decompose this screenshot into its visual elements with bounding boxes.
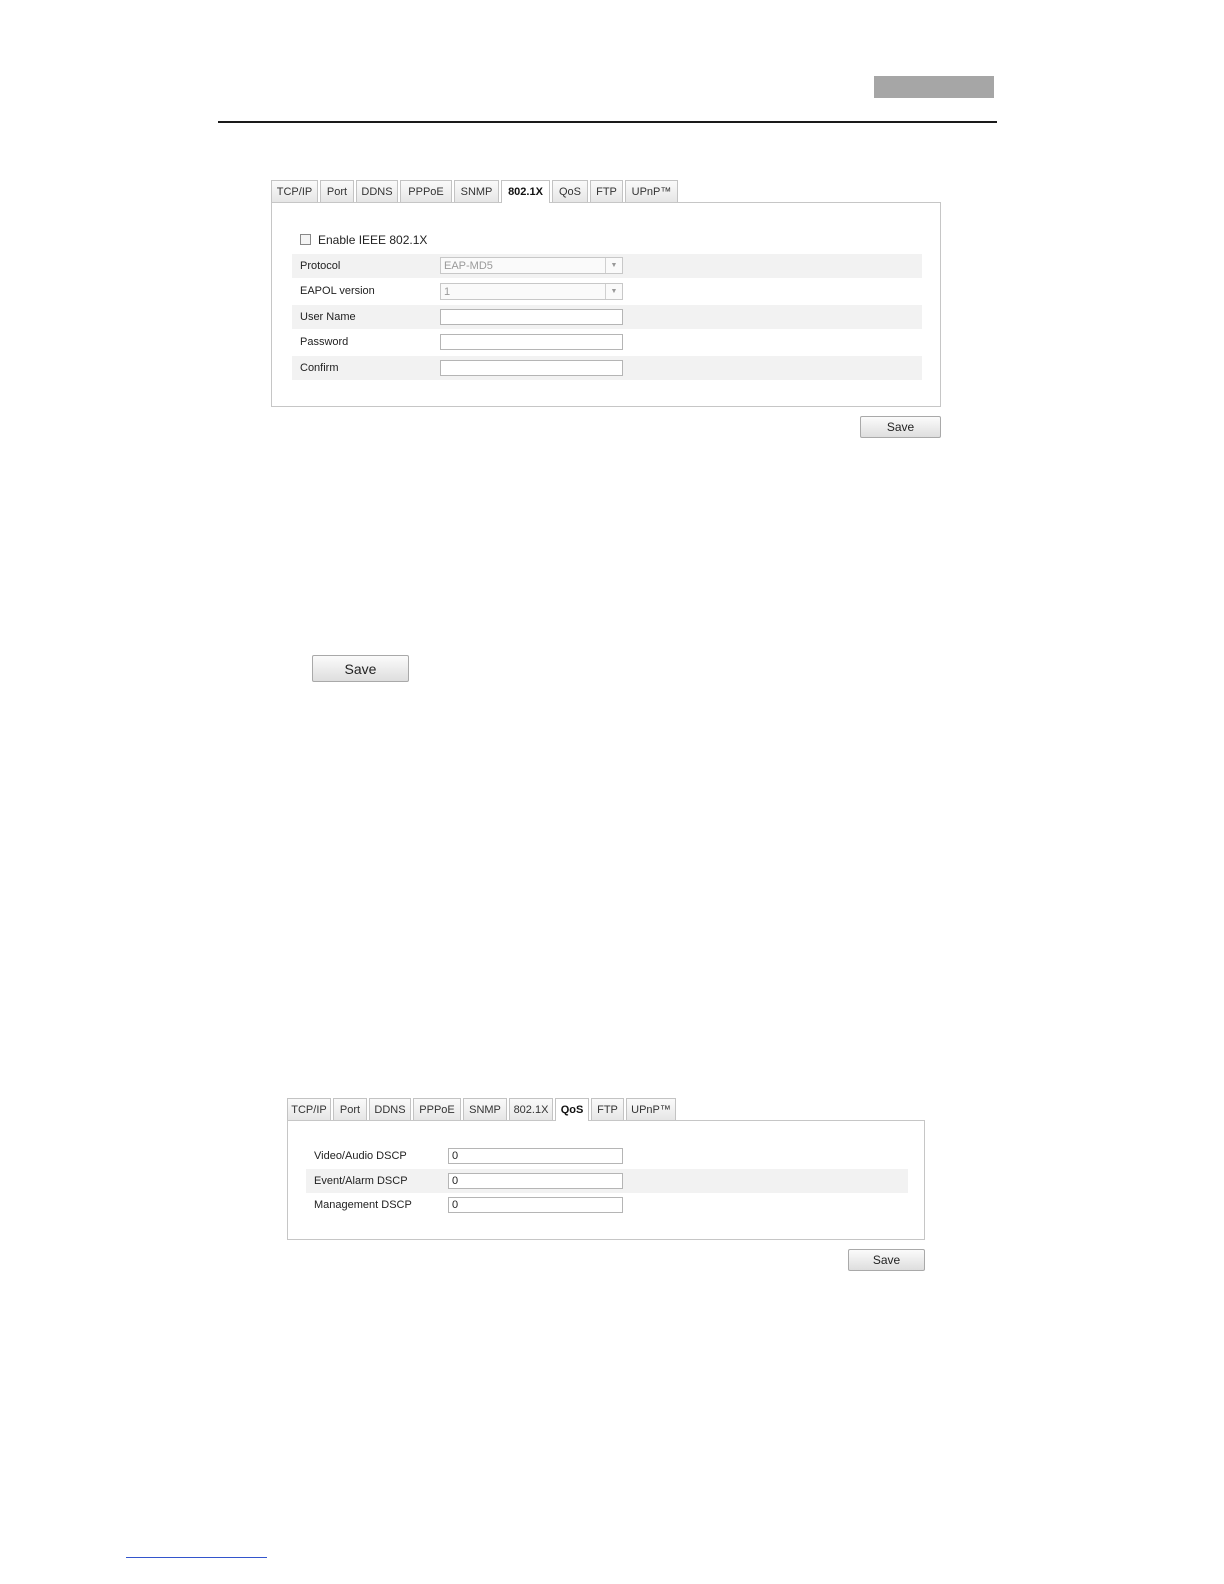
confirm-password-input[interactable]	[440, 360, 623, 376]
password-input[interactable]	[440, 334, 623, 350]
eapol-row	[292, 279, 922, 303]
video-audio-dscp-row	[306, 1144, 908, 1168]
tab-8021x[interactable]: 802.1X	[501, 180, 550, 203]
tab-snmp[interactable]: SNMP	[454, 180, 499, 202]
video-audio-dscp-label: Video/Audio DSCP	[314, 1150, 407, 1162]
protocol-label: Protocol	[300, 260, 341, 272]
protocol-select-value: EAP-MD5	[444, 259, 493, 272]
footer-link-underline[interactable]	[126, 1557, 267, 1558]
password-row	[292, 330, 922, 354]
protocol-select[interactable]	[440, 257, 623, 274]
save-button[interactable]: Save	[860, 416, 941, 438]
tab-ftp[interactable]: FTP	[590, 180, 623, 202]
confirm-row	[292, 356, 922, 380]
tab-bar	[271, 180, 680, 203]
event-alarm-dscp-input[interactable]	[448, 1173, 623, 1189]
eapol-version-select[interactable]	[440, 283, 623, 300]
chevron-down-icon: ▼	[605, 258, 622, 273]
tab-bar	[287, 1098, 678, 1121]
tab-pppoe[interactable]: PPPoE	[413, 1098, 461, 1120]
tab-tcpip[interactable]: TCP/IP	[287, 1098, 331, 1120]
tab-port[interactable]: Port	[333, 1098, 367, 1120]
tab-8021x[interactable]: 802.1X	[509, 1098, 553, 1120]
chevron-down-icon: ▼	[605, 284, 622, 299]
tab-upnp[interactable]: UPnP™	[626, 1098, 676, 1120]
enable-row	[292, 228, 922, 252]
tab-ftp[interactable]: FTP	[591, 1098, 624, 1120]
header-gray-block	[874, 76, 994, 98]
qos-content-box	[287, 1120, 925, 1240]
tab-ddns[interactable]: DDNS	[356, 180, 398, 202]
eapol-label: EAPOL version	[300, 285, 375, 297]
video-audio-dscp-input[interactable]	[448, 1148, 623, 1164]
eapol-select-value: 1	[444, 285, 451, 298]
event-alarm-dscp-label: Event/Alarm DSCP	[314, 1175, 408, 1187]
tab-qos[interactable]: QoS	[555, 1098, 589, 1121]
settings-panel-8021x	[271, 180, 941, 440]
management-dscp-input[interactable]	[448, 1197, 623, 1213]
username-row	[292, 305, 922, 329]
password-label: Password	[300, 336, 349, 348]
tab-snmp[interactable]: SNMP	[463, 1098, 507, 1120]
header-divider	[218, 121, 997, 123]
tab-qos[interactable]: QoS	[552, 180, 588, 202]
confirm-label: Confirm	[300, 362, 339, 374]
username-label: User Name	[300, 311, 356, 323]
save-button[interactable]: Save	[848, 1249, 925, 1271]
management-dscp-row	[306, 1193, 908, 1217]
tab-upnp[interactable]: UPnP™	[625, 180, 678, 202]
tab-pppoe[interactable]: PPPoE	[400, 180, 452, 202]
protocol-row	[292, 254, 922, 278]
tab-tcpip[interactable]: TCP/IP	[271, 180, 318, 202]
settings-panel-qos	[287, 1098, 927, 1273]
username-input[interactable]	[440, 309, 623, 325]
enable-8021x-label: Enable IEEE 802.1X	[318, 233, 428, 247]
save-button-standalone[interactable]: Save	[312, 655, 409, 682]
management-dscp-label: Management DSCP	[314, 1199, 412, 1211]
event-alarm-dscp-row	[306, 1169, 908, 1193]
tab-ddns[interactable]: DDNS	[369, 1098, 411, 1120]
tab-port[interactable]: Port	[320, 180, 354, 202]
settings-content-box	[271, 202, 941, 407]
